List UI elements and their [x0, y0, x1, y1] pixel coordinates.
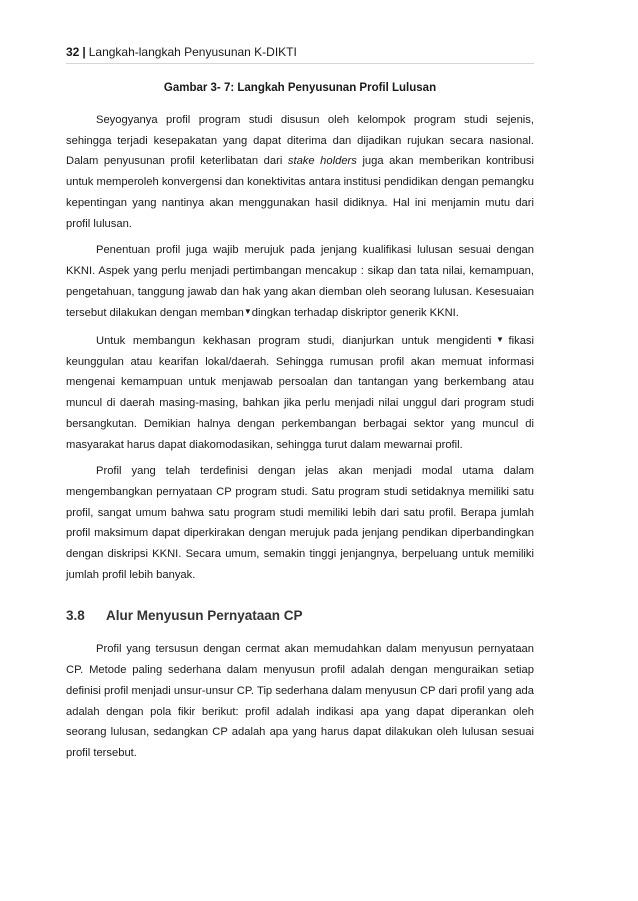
paragraph-2 — [66, 240, 534, 324]
paragraph-2-text-b: dingkan terhadap diskriptor generik KKNI. — [251, 307, 459, 320]
artifact-glyph: ▼ — [491, 335, 509, 345]
stake-holders-term: stake holders — [287, 155, 357, 168]
page-number: 32 — [66, 45, 80, 59]
section-heading — [66, 607, 534, 625]
paragraph-5: Profil yang tersusun dengan cermat akan memudahkan dalam menyusun pernyataan CP. Metode paling sederhana dalam menyusun profil adalah dengan menguraikan setiap definisi profil menjadi unsur-unsur CP. Tip sederhana dalam menyusun CP dari profil yang ada adalah dengan pola fikir berikut: profil adalah indikasi apa yang dapat diperankan oleh seorang lulusan, sedangkan CP adalah apa yang harus dapat dilakukan oleh lulusan sesuai profil tersebut. — [66, 643, 534, 759]
paragraph-3 — [66, 330, 534, 455]
section-title: Alur Menyusun Pernyataan CP — [106, 608, 303, 624]
paragraph-3-text-a: Untuk membangun kekhasan program studi, dianjurkan untuk mengidenti — [96, 335, 492, 348]
running-header — [66, 44, 534, 60]
paragraph-2-text-a: Penentuan profil juga wajib merujuk pada jenjang kualifikasi lulusan sesuai dengan KKNI. Aspek yang perlu menjadi pertimbangan mencakup : sikap dan tata nilai, kemampuan, pengetahuan, tanggung jawab dan hak yang akan diemban oleh seorang lulusan. Kesesuaian tersebut dilakukan dengan memban — [66, 244, 534, 320]
header-separator: | — [82, 45, 86, 59]
header-divider — [66, 63, 534, 64]
artifact-glyph: ▼ — [243, 307, 252, 317]
paragraph-1-text-a: Seyogyanya profil program studi disusun oleh kelompok program studi sejenis, sehingga terjadi kesepakatan yang dapat diterima dan dijadikan rujukan secara nasional. Dalam penyusunan profil keterlibatan dari — [66, 114, 534, 168]
running-title: Langkah-langkah Penyusunan K-DIKTI — [88, 45, 297, 59]
paragraph-1 — [66, 110, 534, 234]
figure-caption: Gambar 3- 7: Langkah Penyusunan Profil Lulusan — [163, 82, 437, 94]
section-number: 3.8 — [66, 608, 85, 624]
body-text — [66, 110, 534, 766]
paragraph-3-text-b: fikasi keunggulan atau kearifan lokal/daerah. Sehingga rumusan profil akan memuat informasi mengenai kemampuan untuk menjawab persoalan dan tantangan yang berkembang atau muncul di daerah masing-masing, bahkan jika perlu menjadi nilai unggul dari program studi bersangkutan. Demikian halnya dengan perkembangan berbagai sektor yang muncul di masyarakat harus dapat diakomodasikan, sehingga turut dalam mewarnai profil. — [66, 335, 535, 451]
paragraph-4: Profil yang telah terdefinisi dengan jelas akan menjadi modal utama dalam mengembangkan pernyataan CP program studi. Satu program studi setidaknya memiliki satu profil, sangat umum bahwa satu program studi memiliki lebih dari satu profil. Berapa jumlah profil maksimum dapat diperkirakan dengan merujuk pada jenjang pendikan diperbandingkan dengan diskripsi KKNI. Secara umum, semakin tinggi jenjangnya, berpeluang untuk memiliki jumlah profil lebih banyak. — [66, 465, 534, 581]
paragraph-1-text-b: juga akan memberikan kontribusi untuk memperoleh konvergensi dan konektivitas antara institusi pendidikan dengan pemangku kepentingan yang nantinya akan menggunakan hasil didiknya. Hal ini menjamin mutu dari profil lulusan. — [66, 155, 534, 230]
